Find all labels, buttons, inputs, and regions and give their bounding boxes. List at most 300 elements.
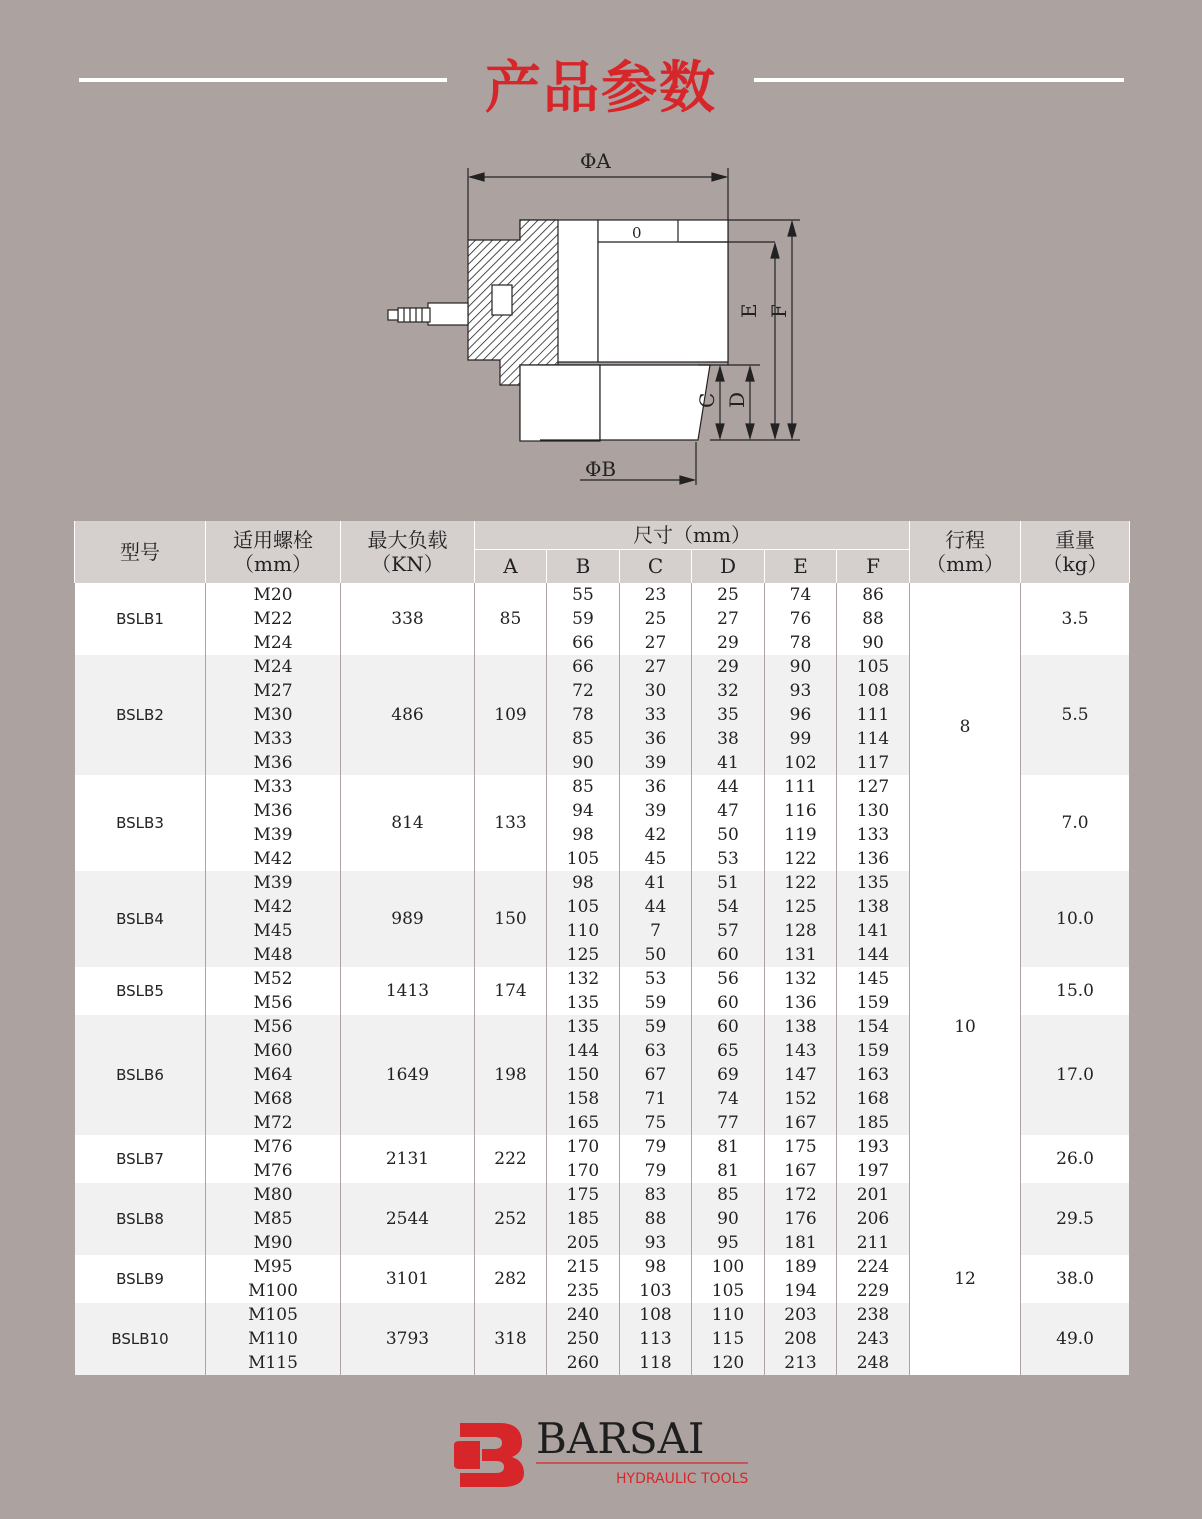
b-cell-value: 85	[572, 728, 594, 749]
bolt-cell	[206, 1303, 341, 1375]
bolt-cell	[206, 655, 341, 775]
bolt-cell-value: M100	[248, 1280, 298, 1301]
c-cell	[620, 655, 692, 775]
f-cell-value: 135	[856, 872, 890, 893]
d-cell-value: 115	[711, 1328, 745, 1349]
b-cell-value: 165	[566, 1112, 600, 1133]
f-cell-value: 130	[856, 800, 890, 821]
e-cell-value: 194	[784, 1280, 817, 1301]
c-cell-value: 53	[644, 968, 667, 989]
bolt-cell-value: M76	[253, 1136, 293, 1157]
e-cell	[765, 967, 837, 1015]
bolt-cell-value: M27	[253, 680, 293, 701]
load-cell: 1649	[341, 1015, 475, 1135]
load-cell: 814	[341, 775, 475, 871]
c-cell	[620, 1183, 692, 1255]
d-cell-value: 74	[717, 1088, 739, 1109]
e-cell-value: 131	[784, 944, 817, 965]
f-cell-value: 201	[856, 1184, 890, 1205]
b-cell-value: 215	[566, 1256, 600, 1277]
load-cell: 2544	[341, 1183, 475, 1255]
weight-cell: 3.5	[1021, 583, 1130, 655]
e-cell-value: 132	[784, 968, 817, 989]
d-cell-value: 85	[717, 1184, 739, 1205]
bolt-cell-value: M45	[253, 920, 293, 941]
bolt-cell-value: M39	[253, 824, 293, 845]
header-col-b: B	[547, 549, 620, 583]
header-col-f: F	[837, 549, 910, 583]
b-cell-value: 98	[572, 872, 594, 893]
d-cell-value: 56	[717, 968, 739, 989]
c-cell-value: 98	[644, 1256, 667, 1277]
c-cell-value: 36	[644, 776, 667, 797]
dim-label-phi-a: ΦA	[580, 149, 611, 173]
bolt-cell	[206, 871, 341, 967]
load-cell: 338	[341, 583, 475, 655]
e-cell-value: 175	[784, 1136, 817, 1157]
b-cell-value: 135	[566, 992, 600, 1013]
weight-cell: 17.0	[1021, 1015, 1130, 1135]
d-cell-value: 29	[717, 656, 739, 677]
f-cell-value: 197	[856, 1160, 890, 1181]
d-cell-value: 51	[717, 872, 739, 893]
e-cell-value: 147	[784, 1064, 817, 1085]
bolt-cell-value: M56	[253, 1016, 293, 1037]
f-cell-value: 141	[856, 920, 890, 941]
f-cell-value: 86	[862, 584, 884, 605]
c-cell	[620, 1255, 692, 1303]
c-cell-value: 44	[644, 896, 667, 917]
e-cell	[765, 1015, 837, 1135]
e-cell-value: 76	[789, 608, 812, 629]
bolt-cell	[206, 1183, 341, 1255]
load-cell: 3793	[341, 1303, 475, 1375]
c-cell-value: 27	[644, 632, 667, 653]
e-cell-value: 116	[784, 800, 817, 821]
bolt-cell-value: M22	[253, 608, 293, 629]
d-cell-value: 44	[717, 776, 739, 797]
e-cell-value: 136	[784, 992, 817, 1013]
model-cell: BSLB7	[75, 1135, 206, 1183]
c-cell	[620, 1015, 692, 1135]
bolt-cell-value: M42	[253, 848, 293, 869]
b-cell-value: 175	[566, 1184, 600, 1205]
c-cell-value: 25	[644, 608, 667, 629]
dim-label-e: E	[737, 303, 761, 318]
load-cell: 2131	[341, 1135, 475, 1183]
bolt-cell-value: M68	[253, 1088, 293, 1109]
f-cell-value: 238	[856, 1304, 890, 1325]
f-cell-value: 224	[856, 1256, 890, 1277]
b-cell-value: 72	[572, 680, 594, 701]
f-cell-value: 138	[856, 896, 890, 917]
b-cell-value: 98	[572, 824, 594, 845]
e-cell	[765, 1303, 837, 1375]
d-cell	[692, 583, 765, 655]
b-cell	[547, 1183, 620, 1255]
e-cell-value: 125	[784, 896, 817, 917]
f-cell-value: 193	[856, 1136, 890, 1157]
header-weight: 重量 （kg）	[1021, 521, 1130, 583]
c-cell-value: 63	[644, 1040, 667, 1061]
weight-cell: 5.5	[1021, 655, 1130, 775]
bolt-cell-value: M110	[248, 1328, 298, 1349]
b-cell	[547, 1255, 620, 1303]
weight-cell: 10.0	[1021, 871, 1130, 967]
b-cell-value: 105	[566, 848, 600, 869]
c-cell-value: 30	[644, 680, 667, 701]
e-cell-value: 167	[784, 1160, 817, 1181]
c-cell-value: 88	[644, 1208, 667, 1229]
e-cell-value: 111	[784, 776, 817, 797]
f-cell-value: 114	[856, 728, 890, 749]
e-cell	[765, 1255, 837, 1303]
dim-label-d: D	[725, 391, 749, 408]
d-cell-value: 60	[717, 992, 739, 1013]
f-cell-value: 117	[856, 752, 890, 773]
d-cell	[692, 871, 765, 967]
f-cell-value: 185	[856, 1112, 890, 1133]
b-cell-value: 66	[572, 632, 594, 653]
bolt-cell-value: M52	[253, 968, 293, 989]
b-cell	[547, 871, 620, 967]
f-cell-value: 111	[856, 704, 890, 725]
b-cell-value: 144	[566, 1040, 600, 1061]
c-cell-value: 71	[644, 1088, 667, 1109]
c-cell-value: 83	[644, 1184, 667, 1205]
bolt-cell-value: M95	[253, 1256, 293, 1277]
e-cell	[765, 1135, 837, 1183]
d-cell-value: 41	[717, 752, 739, 773]
b-cell-value: 94	[572, 800, 594, 821]
header-stroke: 行程 （mm）	[910, 521, 1021, 583]
c-cell-value: 118	[639, 1352, 672, 1373]
e-cell-value: 122	[784, 872, 817, 893]
bolt-cell-value: M24	[253, 656, 293, 677]
d-cell-value: 35	[717, 704, 739, 725]
f-cell-value: 90	[862, 632, 884, 653]
b-cell-value: 205	[566, 1232, 600, 1253]
e-cell-value: 189	[784, 1256, 817, 1277]
e-cell-value: 143	[784, 1040, 817, 1061]
f-cell-value: 127	[856, 776, 890, 797]
c-cell-value: 23	[644, 584, 667, 605]
f-cell	[837, 583, 910, 655]
f-cell-value: 136	[856, 848, 890, 869]
bolt-cell	[206, 967, 341, 1015]
d-cell	[692, 967, 765, 1015]
bolt-cell-value: M20	[253, 584, 293, 605]
bolt-cell-value: M56	[253, 992, 293, 1013]
b-cell-value: 150	[566, 1064, 600, 1085]
header-bolt: 适用螺栓 （mm）	[206, 521, 341, 583]
e-cell-value: 138	[784, 1016, 817, 1037]
c-cell	[620, 871, 692, 967]
e-cell	[765, 871, 837, 967]
a-cell: 282	[475, 1255, 547, 1303]
b-cell-value: 85	[572, 776, 594, 797]
bolt-cell-value: M48	[253, 944, 293, 965]
e-cell-value: 167	[784, 1112, 817, 1133]
c-cell-value: 50	[644, 944, 667, 965]
b-cell-value: 59	[572, 608, 594, 629]
c-cell-value: 36	[644, 728, 667, 749]
bolt-cell-value: M80	[253, 1184, 293, 1205]
a-cell: 252	[475, 1183, 547, 1255]
bolt-cell-value: M64	[253, 1064, 293, 1085]
model-cell: BSLB10	[75, 1303, 206, 1375]
f-cell	[837, 1183, 910, 1255]
c-cell-value: 39	[644, 800, 667, 821]
spec-table-body	[75, 583, 1130, 1375]
e-cell	[765, 583, 837, 655]
a-cell: 133	[475, 775, 547, 871]
c-cell-value: 33	[644, 704, 667, 725]
page-title: 产品参数	[485, 56, 717, 121]
f-cell-value: 108	[856, 680, 890, 701]
d-cell-value: 81	[717, 1136, 739, 1157]
e-cell-value: 74	[789, 584, 812, 605]
d-cell-value: 77	[717, 1112, 739, 1133]
b-cell-value: 260	[566, 1352, 600, 1373]
d-cell-value: 54	[717, 896, 739, 917]
e-cell-value: 176	[784, 1208, 817, 1229]
e-cell	[765, 775, 837, 871]
header-dimensions: 尺寸（mm）	[475, 521, 910, 549]
f-cell-value: 211	[856, 1232, 890, 1253]
c-cell-value: 113	[639, 1328, 672, 1349]
e-cell-value: 213	[784, 1352, 817, 1373]
header-load: 最大负载 （KN）	[341, 521, 475, 583]
d-cell-value: 53	[717, 848, 739, 869]
d-cell-value: 57	[717, 920, 739, 941]
e-cell-value: 181	[784, 1232, 817, 1253]
bolt-cell	[206, 1015, 341, 1135]
c-cell	[620, 967, 692, 1015]
b-cell-value: 110	[566, 920, 600, 941]
b-cell-value: 170	[566, 1136, 600, 1157]
d-cell-value: 105	[711, 1280, 745, 1301]
model-cell: BSLB9	[75, 1255, 206, 1303]
f-cell-value: 145	[856, 968, 890, 989]
c-cell-value: 108	[639, 1304, 672, 1325]
model-cell: BSLB1	[75, 583, 206, 655]
header-model: 型号	[75, 521, 206, 583]
b-cell-value: 158	[566, 1088, 600, 1109]
a-cell: 174	[475, 967, 547, 1015]
c-cell-value: 41	[644, 872, 667, 893]
a-cell: 318	[475, 1303, 547, 1375]
c-cell	[620, 583, 692, 655]
e-cell-value: 208	[784, 1328, 817, 1349]
f-cell-value: 248	[856, 1352, 890, 1373]
d-cell-value: 95	[717, 1232, 739, 1253]
bolt-cell-value: M36	[253, 800, 293, 821]
bolt-cell-value: M72	[253, 1112, 293, 1133]
table-row	[75, 1183, 1130, 1255]
c-cell-value: 45	[644, 848, 667, 869]
d-cell-value: 47	[717, 800, 739, 821]
f-cell-value: 88	[862, 608, 884, 629]
f-cell-value: 105	[856, 656, 890, 677]
load-cell: 486	[341, 655, 475, 775]
b-cell-value: 132	[566, 968, 600, 989]
load-cell: 1413	[341, 967, 475, 1015]
b-cell	[547, 1135, 620, 1183]
a-cell: 85	[475, 583, 547, 655]
d-cell-value: 32	[717, 680, 739, 701]
e-cell-value: 122	[784, 848, 817, 869]
e-cell-value: 203	[784, 1304, 817, 1325]
header-col-a: A	[475, 549, 547, 583]
bolt-cell-value: M85	[253, 1208, 293, 1229]
e-cell-value: 96	[789, 704, 812, 725]
b-cell-value: 78	[572, 704, 594, 725]
weight-cell: 38.0	[1021, 1255, 1130, 1303]
bolt-cell-value: M33	[253, 728, 293, 749]
spec-table	[74, 521, 1130, 1375]
d-cell-value: 60	[717, 1016, 739, 1037]
c-cell-value: 79	[644, 1160, 667, 1181]
d-cell-value: 50	[717, 824, 739, 845]
f-cell	[837, 1135, 910, 1183]
a-cell: 150	[475, 871, 547, 967]
bolt-cell-value: M33	[253, 776, 293, 797]
b-cell-value: 125	[566, 944, 600, 965]
d-cell	[692, 1135, 765, 1183]
a-cell: 109	[475, 655, 547, 775]
f-cell-value: 206	[856, 1208, 890, 1229]
c-cell-value: 42	[644, 824, 667, 845]
weight-cell: 15.0	[1021, 967, 1130, 1015]
a-cell: 198	[475, 1015, 547, 1135]
barsai-logo	[452, 1413, 762, 1493]
bolt-cell-value: M76	[253, 1160, 293, 1181]
d-cell	[692, 1255, 765, 1303]
b-cell	[547, 655, 620, 775]
bolt-cell-value: M30	[253, 704, 293, 725]
bolt-cell-value: M36	[253, 752, 293, 773]
b-cell	[547, 967, 620, 1015]
e-cell-value: 152	[784, 1088, 817, 1109]
c-cell-value: 93	[644, 1232, 667, 1253]
dim-label-o: 0	[632, 224, 642, 242]
dim-label-phi-b: ΦB	[585, 457, 617, 481]
c-cell-value: 79	[644, 1136, 667, 1157]
d-cell-value: 60	[717, 944, 739, 965]
d-cell-value: 69	[717, 1064, 739, 1085]
f-cell-value: 159	[856, 992, 890, 1013]
logo-brand: BARSAI	[536, 1414, 705, 1463]
d-cell-value: 110	[711, 1304, 745, 1325]
e-cell-value: 93	[789, 680, 812, 701]
f-cell-value: 229	[856, 1280, 890, 1301]
e-cell-value: 90	[789, 656, 812, 677]
dim-label-f: F	[767, 304, 791, 318]
bolt-cell	[206, 1135, 341, 1183]
f-cell	[837, 1303, 910, 1375]
weight-cell: 49.0	[1021, 1303, 1130, 1375]
bolt-cell-value: M105	[248, 1304, 298, 1325]
table-row	[75, 871, 1130, 967]
d-cell-value: 38	[717, 728, 739, 749]
f-cell-value: 154	[856, 1016, 890, 1037]
bolt-cell-value: M24	[253, 632, 293, 653]
dim-label-c: C	[695, 392, 719, 408]
b-cell	[547, 1015, 620, 1135]
d-cell-value: 27	[717, 608, 739, 629]
logo-tagline: HYDRAULIC TOOLS	[616, 1471, 749, 1487]
f-cell	[837, 1015, 910, 1135]
e-cell-value: 119	[784, 824, 817, 845]
b-cell-value: 235	[566, 1280, 600, 1301]
c-cell	[620, 1135, 692, 1183]
bolt-cell	[206, 1255, 341, 1303]
stroke-cell: 8	[910, 583, 1021, 871]
header-col-e: E	[765, 549, 837, 583]
c-cell-value: 103	[639, 1280, 672, 1301]
d-cell	[692, 1183, 765, 1255]
spec-table-head	[75, 521, 1130, 583]
bolt-cell-value: M60	[253, 1040, 293, 1061]
e-cell-value: 102	[784, 752, 817, 773]
f-cell	[837, 1255, 910, 1303]
b-cell-value: 170	[566, 1160, 600, 1181]
d-cell-value: 100	[711, 1256, 745, 1277]
weight-cell: 7.0	[1021, 775, 1130, 871]
e-cell-value: 172	[784, 1184, 817, 1205]
d-cell-value: 81	[717, 1160, 739, 1181]
a-cell: 222	[475, 1135, 547, 1183]
b-cell-value: 135	[566, 1016, 600, 1037]
bolt-cell	[206, 775, 341, 871]
load-cell: 989	[341, 871, 475, 967]
model-cell: BSLB6	[75, 1015, 206, 1135]
bolt-cell-value: M42	[253, 896, 293, 917]
e-cell-value: 128	[784, 920, 817, 941]
page-header	[0, 40, 1202, 120]
bolt-cell-value: M39	[253, 872, 293, 893]
f-cell	[837, 871, 910, 967]
b-cell-value: 105	[566, 896, 600, 917]
weight-cell: 26.0	[1021, 1135, 1130, 1183]
header-col-c: C	[620, 549, 692, 583]
d-cell-value: 120	[711, 1352, 745, 1373]
d-cell	[692, 775, 765, 871]
stroke-cell: 12	[910, 1183, 1021, 1375]
d-cell-value: 29	[717, 632, 739, 653]
f-cell-value: 133	[856, 824, 890, 845]
model-cell: BSLB5	[75, 967, 206, 1015]
f-cell-value: 163	[856, 1064, 890, 1085]
d-cell	[692, 655, 765, 775]
d-cell	[692, 1303, 765, 1375]
f-cell-value: 243	[856, 1328, 890, 1349]
c-cell-value: 75	[644, 1112, 667, 1133]
f-cell	[837, 655, 910, 775]
bolt-cell-value: M90	[253, 1232, 293, 1253]
c-cell-value: 59	[644, 1016, 667, 1037]
e-cell-value: 99	[789, 728, 812, 749]
f-cell-value: 144	[856, 944, 890, 965]
weight-cell: 29.5	[1021, 1183, 1130, 1255]
b-cell	[547, 583, 620, 655]
bolt-cell	[206, 583, 341, 655]
b-cell-value: 240	[566, 1304, 600, 1325]
b-cell-value: 250	[566, 1328, 600, 1349]
table-row	[75, 583, 1130, 655]
b-cell	[547, 775, 620, 871]
